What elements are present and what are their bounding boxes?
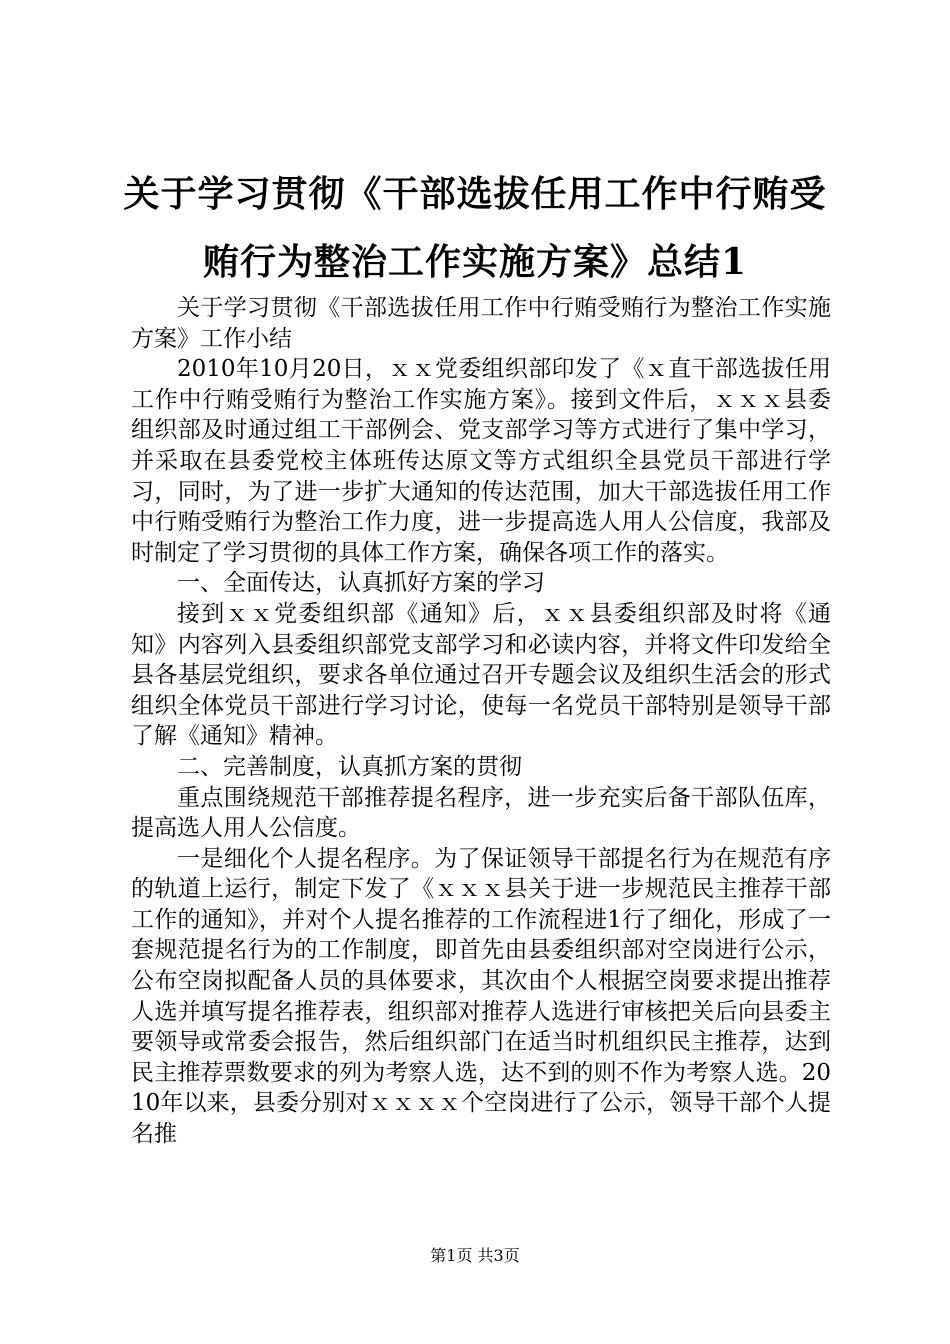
section-heading-1: 一、全面传达，认真抓好方案的学习	[177, 570, 545, 597]
paragraph-point-1: 一是细化个人提名程序。为了保证领导干部提名行为在规范有序的轨道上运行，制定下发了《ｘｘｘ县关于进一步规范民主推荐干部工作的通知》，并对个人提名推荐的工作流程进1行了细化，形成了一套规范提名行为的工作制度，即首先由县委组织部对空岗进行公示，公布空岗拟配备人员的具体要求，其次由个人根据空岗要求提出推荐人选并填写提名推荐表，组织部对推荐人选进行审核把关后向县委主要领导或常委会报告，然后组织部门在适当时机组织民主推荐，达到民主推荐票数要求的列为考察人选，达不到的则不作为考察人选。2010年以来，县委分别对ｘｘｘｘ个空岗进行了公示，领导干部个人提名推	[131, 845, 831, 1148]
paragraph-section-2: 重点围绕规范干部推荐提名程序，进一步充实后备干部队伍库，提高选人用人公信度。	[131, 784, 831, 842]
paragraph-subtitle: 关于学习贯彻《干部选拔任用工作中行贿受贿行为整治工作实施方案》工作小结	[131, 295, 831, 352]
document-body	[131, 293, 831, 1150]
section-heading-2: 二、完善制度，认真抓方案的贯彻	[177, 753, 522, 780]
page-footer: 第1页 共3页	[430, 1246, 520, 1265]
paragraph-intro: 2010年10月20日，ｘｘ党委组织部印发了《ｘ直干部选拔任用工作中行贿受贿行为整治工作实施方案》。接到文件后，ｘｘｘ县委组织部及时通过组工干部例会、党支部学习等方式进行了集中学习，并采取在县委党校主体班传达原文等方式组织全县党员干部进行学习，同时，为了进一步扩大通知的传达范围，加大干部选拔任用工作中行贿受贿行为整治工作力度，进一步提高选人用人公信度，我部及时制定了学习贯彻的具体工作方案，确保各项工作的落实。	[131, 356, 831, 566]
paragraph-section-1: 接到ｘｘ党委组织部《通知》后，ｘｘ县委组织部及时将《通知》内容列入县委组织部党支部学习和必读内容，并将文件印发给全县各基层党组织，要求各单位通过召开专题会议及组织生活会的形式组织全体党员干部进行学习讨论，使每一名党员干部特别是领导干部了解《通知》精神。	[131, 600, 831, 750]
document-title: 关于学习贯彻《干部选拔任用工作中行贿受贿行为整治工作实施方案》总结1	[123, 173, 827, 283]
